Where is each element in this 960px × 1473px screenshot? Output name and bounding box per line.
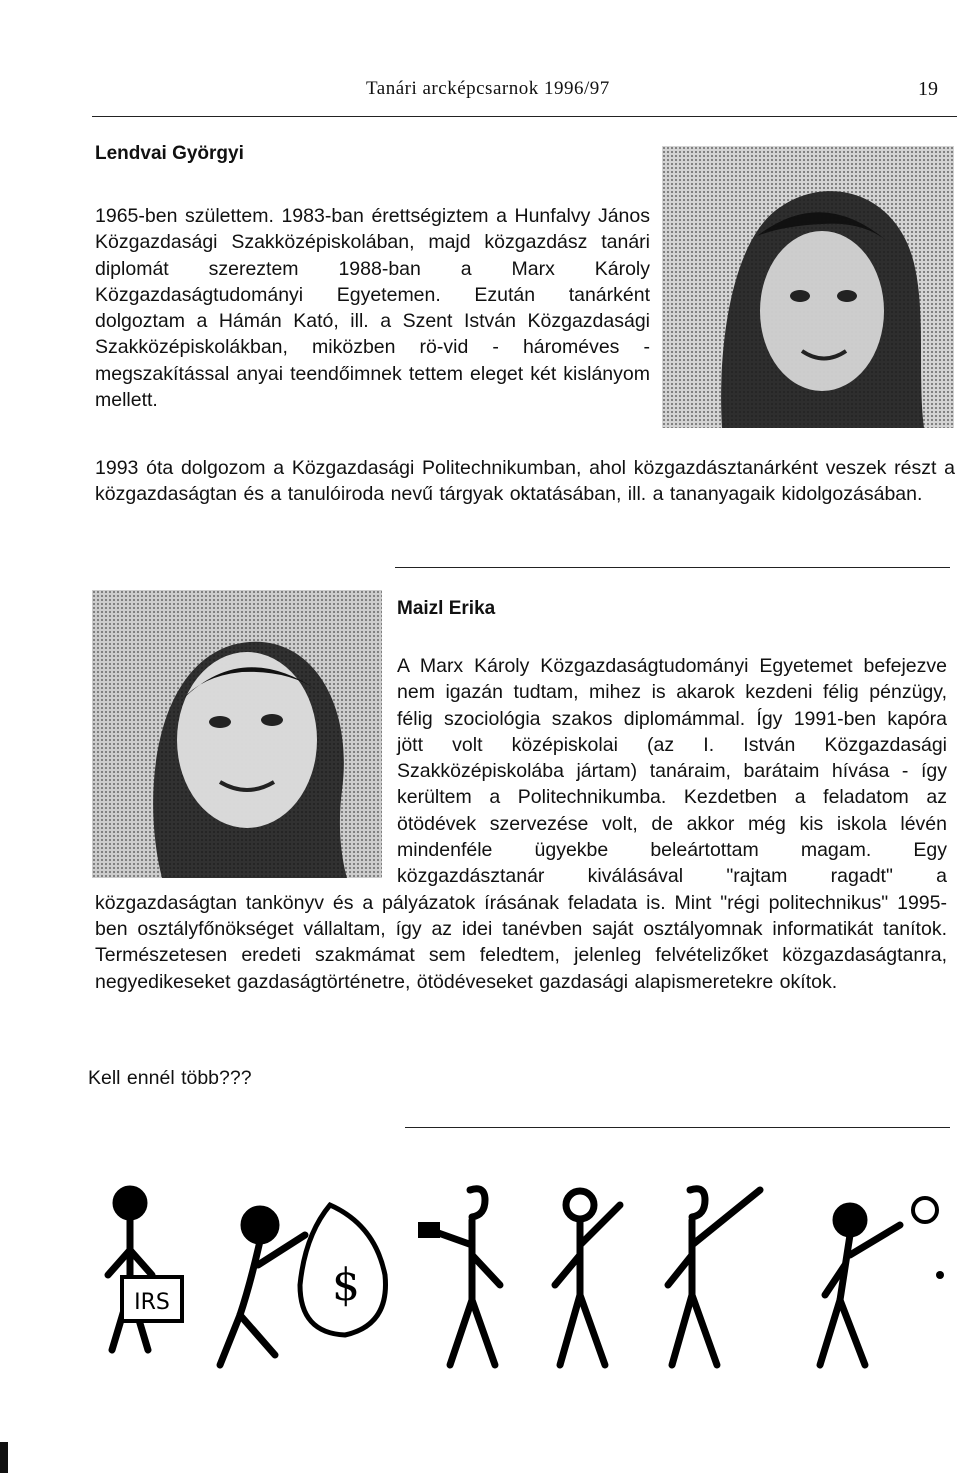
portrait-photo-lendvai [662, 146, 954, 428]
section-divider-bottom [405, 1127, 950, 1128]
header-title: Tanári arcképcsarnok 1996/97 [366, 78, 610, 99]
stick-figure-cartoon [100, 1165, 960, 1385]
maizl-paragraph-1-text: A Marx Károly Közgazdaságtudományi Egyetemet befejezve nem igazán tudtam, mihez is akarok kezdeni félig pénzügy, félig szociológia szakos diplomámmal. Így 1991-ben kapóra jött volt középiskolai (az I. István Közgazdasági Szakközépiskolába jártam) tanáraim, barátaim hívása - így kerültem a Politechnikumba. Kezdetben a feladatom az ötödévek szervezése volt, de akkor még kis iskola lévén mindenféle ügyekbe beleártottam magam. Egy közgazdásztanár kiválásával "rajtam ragadt" a közgazdaságtan tankönyv és a pályázatok írásának feladata is. Mint "régi politechnikus" 1995-ben osztályfőnökséget vállaltam, így az idei tanévben saját osztályomnak informatikát tanítok. Természetesen eredeti szakmámat sem feledtem, jelenleg felvételizőket közgazdaságtanra, negyedikeseket gazdaságtörténetre, ötödéveseket gazdasági alapismeretekre okítok. [95, 655, 947, 993]
drop-icon [936, 1271, 944, 1279]
figure-irs [108, 1189, 152, 1350]
juggle-ball-icon [913, 1198, 937, 1222]
irs-sign-text: IRS [134, 1290, 170, 1315]
figure-camera [430, 1189, 500, 1365]
portrait-lendvai-illustration [662, 146, 954, 428]
section-name-lendvai: Lendvai Györgyi [95, 143, 244, 164]
maizl-paragraph-2: Kell ennél több??? [88, 1067, 252, 1089]
lendvai-paragraph-2: 1993 óta dolgozom a Közgazdasági Politechnikumban, ahol közgazdásztanárként veszek részt a közgazdaságtan és a tanulóiroda nevű tárgyak oktatásában, ill. a tananyagaik kidolgozásában. [95, 457, 955, 506]
lendvai-paragraph-1: 1965-ben születtem. 1983-ban érettségiztem a Hunfalvy János Közgazdasági Szakközépiskolában, majd közgazdász tanári diplomát szereztem 1988-ban a Marx Károly Közgazdaságtudományi Egyetemen. Ezután tanárként dolgoztam a Hámán Kató, ill. a Szent István Közgazdasági Szakközépiskolákban, miközben rö-vid - hároméves - megszakítással anyai teendőimnek tettem eleget két kislányom mellett. [95, 205, 650, 412]
figure-peace [555, 1191, 620, 1365]
header-rule [92, 116, 957, 117]
camera-icon [418, 1222, 440, 1238]
scan-edge-mark [0, 1442, 8, 1473]
page-number: 19 [918, 78, 938, 100]
section-name-maizl: Maizl Erika [397, 598, 496, 619]
maizl-photo-float-spacer [95, 653, 397, 884]
maizl-paragraph-1 [95, 653, 947, 995]
section-divider-top [395, 567, 950, 568]
figure-juggler [820, 1206, 900, 1365]
figure-pointing [668, 1189, 760, 1365]
figure-money-bag [220, 1209, 305, 1365]
money-bag-dollar: $ [332, 1260, 360, 1311]
